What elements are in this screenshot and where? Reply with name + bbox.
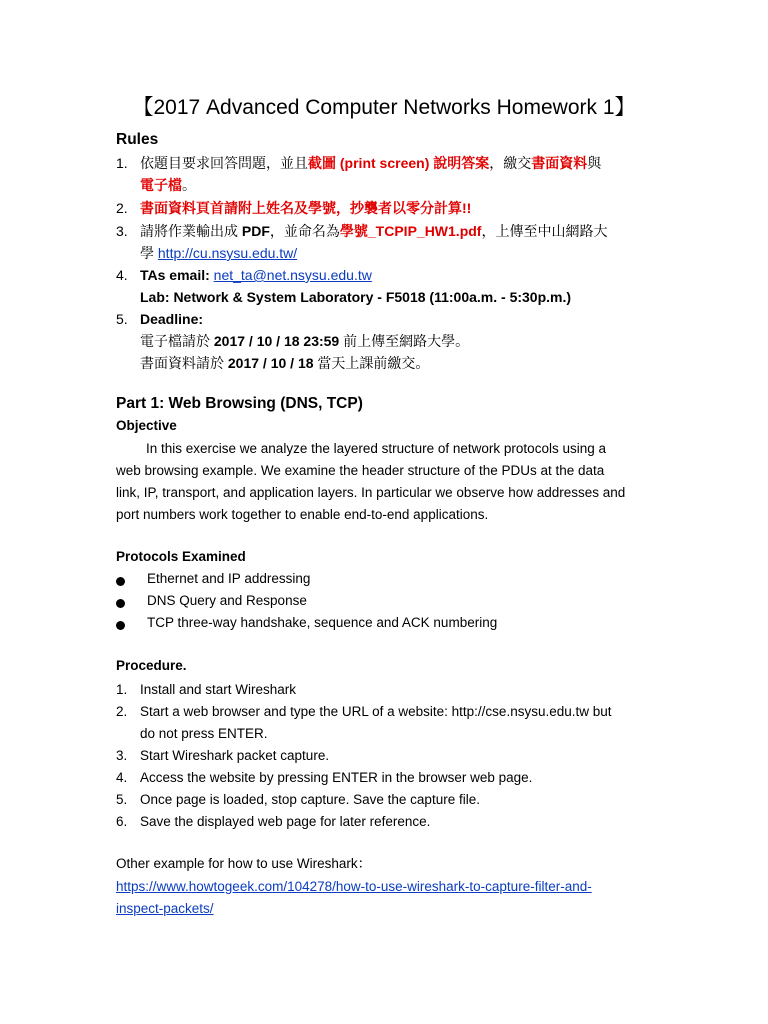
rules-heading: Rules <box>116 131 159 148</box>
bullet-icon <box>116 621 125 630</box>
rule-text-cont: 學 http://cu.nsysu.edu.tw/ <box>140 245 298 261</box>
objective-line: port numbers work together to enable end-to-end applications. <box>116 507 489 522</box>
objective-heading: Objective <box>116 418 177 433</box>
document-page: 【2017 Advanced Computer Networks Homework 1】 Rules 1. 依題目要求回答問題，並且截圖 (print screen) 說明答案，繳交書面資料與 電子檔。 2. 書面資料頁首請附上姓名及學號，抄襲者以零分計算!! 3. 請將作業輸出成 PDF，並命名為學號_TCPIP_HW1.pdf，上傳至中山網路大 學 http://cu.nsysu.edu.tw/ 4. TAs email: net_ta@net.nsysu.edu.tw Lab: Network & System Laboratory - F5018 (11:00a.m. - 5:30p.m.) 5. Deadline: 電子檔請於 2017 / 10 / 18 23:59 前上傳至網路大學。 書面資料請於 2017 / 10 / 18 當天上課前繳交。 Part 1: Web Browsing (DNS, TCP) Objective In this exercise we analyze the layered structure of network protocols using a web browsing example. We examine the header structure of the PDUs at the data link, IP, transport, and application layers. In particular we observe how addresses and port numbers work together to enable end-to-end applications. Protocols Examined Ethernet and IP addressing DNS Query and Response TCP three-way handshake, sequence and ACK numbering Procedure. 1. Install and start Wireshark 2. Start a web browser and type the URL of a website: http://cse.nsysu.edu.tw but do not press ENTER. 3. Start Wireshark packet capture. 4. Access the website by pressing ENTER in the browser web page. 5. Once page is loaded, stop capture. Save the capture file. 6. Save the displayed web page for later reference. Other example for how to use Wireshark： https://www.howtogeek.com/104278/how-to-use-wireshark-to-capture-filter-and- inspect-packets/ <box>0 0 768 1024</box>
lab-info: Lab: Network & System Laboratory - F5018 (11:00a.m. - 5:30p.m.) <box>140 289 572 305</box>
procedure-heading: Procedure. <box>116 658 187 673</box>
deadline-heading: Deadline: <box>140 311 204 327</box>
objective-line: link, IP, transport, and application layers. In particular we observe how addresses and <box>116 485 626 500</box>
rule-number: 2. <box>116 200 128 216</box>
rule-text: 依題目要求回答問題，並且截圖 (print screen) 說明答案，繳交書面資料與 <box>140 155 602 171</box>
objective-line: web browsing example. We examine the header structure of the PDUs at the data <box>116 463 605 478</box>
deadline-line-1: 電子檔請於 2017 / 10 / 18 23:59 前上傳至網路大學。 <box>140 333 470 349</box>
rule-number: 1. <box>116 155 128 171</box>
deadline-line-2: 書面資料請於 2017 / 10 / 18 當天上課前繳交。 <box>140 355 430 371</box>
bullet-icon <box>116 577 125 586</box>
howtogeek-link-cont[interactable]: inspect-packets/ <box>116 901 214 916</box>
rule-number: 5. <box>116 311 128 327</box>
ta-email-link[interactable]: net_ta@net.nsysu.edu.tw <box>213 267 372 283</box>
rule-number: 3. <box>116 223 128 239</box>
part1-heading: Part 1: Web Browsing (DNS, TCP) <box>116 395 363 412</box>
rule-text: 請將作業輸出成 PDF，並命名為學號_TCPIP_HW1.pdf，上傳至中山網路大 <box>140 223 608 239</box>
other-example-text: Other example for how to use Wireshark： <box>116 856 372 871</box>
document-title: 【2017 Advanced Computer Networks Homework 1】 <box>132 96 636 119</box>
rule-text-cont: 電子檔。 <box>140 177 196 193</box>
howtogeek-link[interactable]: https://www.howtogeek.com/104278/how-to-use-wireshark-to-capture-filter-and- <box>116 879 592 894</box>
protocols-heading: Protocols Examined <box>116 549 246 564</box>
bullet-icon <box>116 599 125 608</box>
objective-line: In this exercise we analyze the layered structure of network protocols using a <box>146 441 606 456</box>
rule-text: 書面資料頁首請附上姓名及學號，抄襲者以零分計算!! <box>140 200 472 216</box>
cu-link[interactable]: http://cu.nsysu.edu.tw/ <box>157 245 298 261</box>
rule-number: 4. <box>116 267 128 283</box>
rule-text: TAs email: net_ta@net.nsysu.edu.tw <box>140 267 372 283</box>
